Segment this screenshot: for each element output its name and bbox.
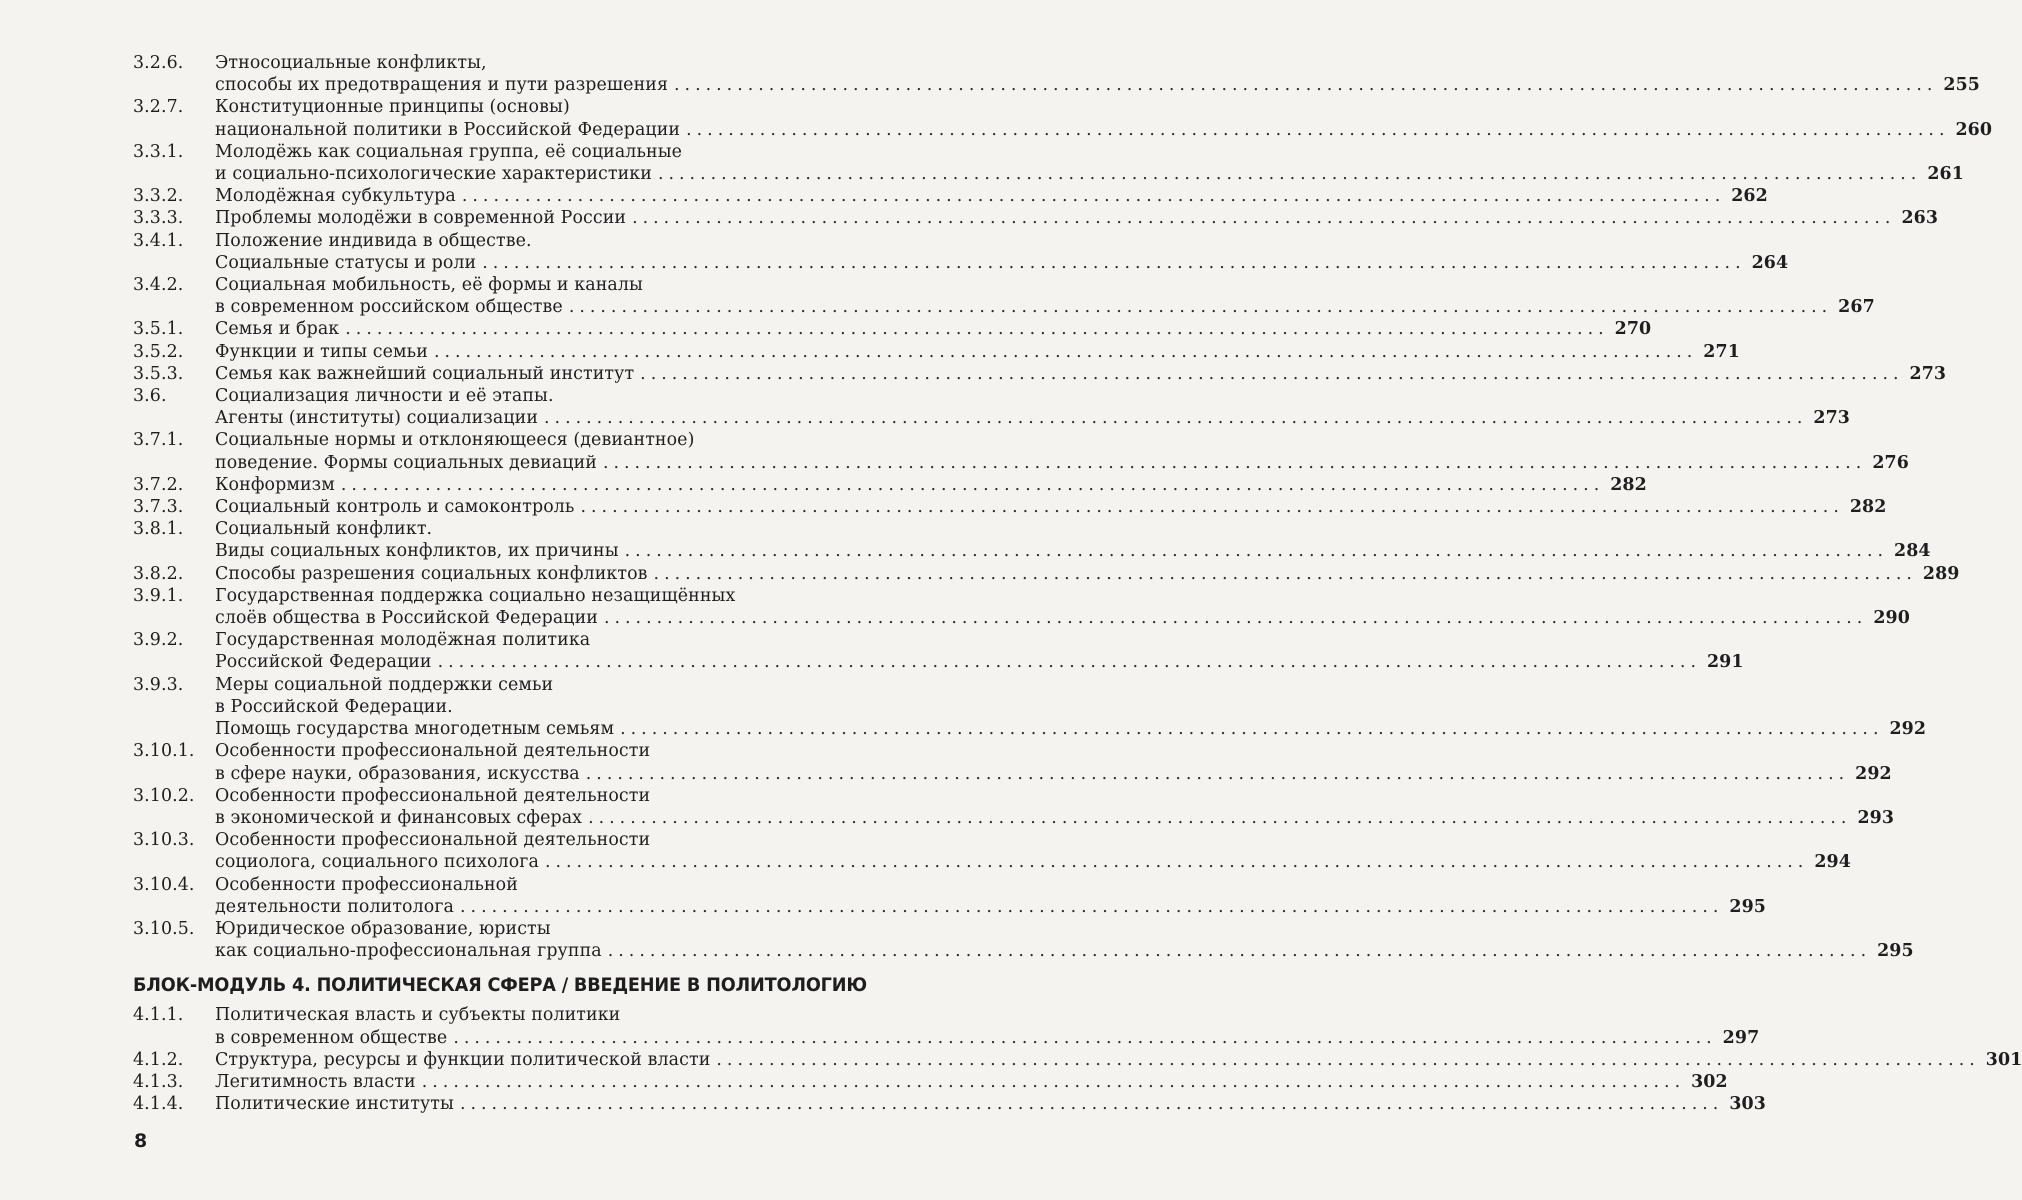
toc-entry: [133, 585, 1910, 629]
toc-entry-body: [215, 96, 1993, 140]
toc-entry-title-last-line: [215, 252, 1789, 274]
toc-entry-body: [215, 1071, 1728, 1093]
toc-entry-page: 261: [1927, 164, 1964, 185]
toc-entry: [133, 1093, 1766, 1115]
toc-entry: [133, 318, 1652, 340]
toc-entry-title-last-line: [215, 540, 1931, 562]
toc-entry-title-last-line: [215, 452, 1909, 474]
toc-entry: [133, 52, 1980, 96]
toc-entry-title-last-line: [215, 651, 1744, 673]
dot-leader: ........................................................................................................................: [603, 608, 1868, 629]
toc-entry-title-last-line: [215, 363, 1947, 385]
toc-entry-title-line: Социальный контроль и самоконтроль: [215, 497, 575, 518]
toc-entry-title-line: Российской Федерации: [215, 652, 432, 673]
dot-leader: ........................................................................................................................: [653, 563, 1917, 584]
toc-entry-title-last-line: [215, 896, 1766, 918]
dot-leader: ........................................................................................................................: [453, 1027, 1717, 1048]
toc-entry-title-last-line: [215, 74, 1980, 96]
toc-entry-number: 3.8.1.: [133, 519, 184, 540]
toc-entry-body: [215, 918, 1914, 962]
toc-entry: [133, 674, 1927, 741]
toc-entry-title-last-line: [215, 207, 1939, 229]
toc-entry: [133, 207, 1939, 229]
toc-entry-body: [215, 185, 1768, 207]
toc-entry: [133, 141, 1964, 185]
toc-entry-title-last-line: [215, 496, 1887, 518]
toc-entry-body: [215, 585, 1910, 629]
toc-entry-number: 3.7.2.: [133, 474, 184, 495]
toc-entry-number: 4.1.2.: [133, 1049, 184, 1070]
dot-leader: ........................................................................................................................: [686, 119, 1950, 140]
toc-entry-page: 264: [1751, 252, 1789, 273]
toc-entry-number: 3.8.2.: [133, 563, 184, 584]
toc-entry-title-line: Социальная мобильность, её формы и каналы: [215, 275, 643, 296]
toc-entry-number: 3.3.1.: [133, 141, 184, 162]
dot-leader: ........................................................................................................................: [340, 474, 1605, 495]
toc-entry-title-line: Социальные статусы и роли: [215, 252, 477, 273]
toc-entry-body: [215, 274, 1875, 318]
toc-entry-page: 284: [1894, 541, 1931, 562]
toc-entry: [133, 1004, 1760, 1048]
toc-entry-body: [215, 496, 1887, 518]
toc-entry-title-last-line: [215, 1071, 1728, 1093]
toc-entry-title-line: Конституционные принципы (основы): [215, 97, 570, 118]
toc-entry-title-line: Особенности профессиональной деятельности: [215, 830, 651, 851]
toc-entry-body: [215, 629, 1744, 673]
toc-entry-body: [215, 518, 1931, 562]
toc-entry-title-line: деятельности политолога: [215, 896, 455, 917]
toc-entry-page: 291: [1706, 652, 1744, 673]
dot-leader: ........................................................................................................................: [657, 164, 1922, 185]
toc-entry: [133, 874, 1766, 918]
toc-entry-body: [215, 363, 1947, 385]
dot-leader: ........................................................................................................................: [345, 319, 1609, 340]
toc-entry: [133, 96, 1993, 140]
toc-entry-title-line: Социальные нормы и отклоняющееся (девиантное): [215, 430, 695, 451]
toc-entry-page: 276: [1872, 452, 1909, 473]
toc-entry-title-line: в экономической и финансовых сферах: [215, 807, 583, 828]
toc-entry-title-last-line: [215, 563, 1960, 585]
toc-entry-title-line: Этносоциальные конфликты,: [215, 53, 487, 73]
toc-entry: [133, 918, 1914, 962]
toc-entry-number: 4.1.1.: [133, 1005, 184, 1026]
toc-entry-page: 260: [1955, 119, 1993, 140]
toc-entry-number: 3.10.1.: [133, 741, 195, 762]
toc-entry: [133, 1071, 1728, 1093]
toc-entry-title-line: Государственная поддержка социально незащищённых: [215, 585, 736, 606]
toc-entry-body: [215, 207, 1939, 229]
toc-entry-body: [215, 1049, 2022, 1071]
toc-entry-title-last-line: [215, 1049, 2022, 1071]
toc-entry-body: [215, 341, 1740, 363]
toc-entry-page: 267: [1838, 297, 1875, 318]
dot-leader: ........................................................................................................................: [620, 719, 1884, 740]
toc-entry-title-last-line: [215, 341, 1740, 363]
dot-leader: ........................................................................................................................: [544, 852, 1809, 873]
toc-entry-title-line: Структура, ресурсы и функции политической власти: [215, 1049, 711, 1070]
toc-entry-body: [215, 141, 1964, 185]
toc-entry-body: [215, 1004, 1760, 1048]
toc-entry-number: 3.5.1.: [133, 319, 184, 340]
toc-entry-title-last-line: [215, 940, 1914, 962]
toc-entry-page: 273: [1909, 363, 1947, 384]
toc-entry-title-line: Легитимность власти: [215, 1071, 416, 1092]
toc-entry-title-line: Меры социальной поддержки семьи: [215, 674, 554, 695]
dot-leader: ........................................................................................................................: [640, 363, 1904, 384]
toc-entry-title-line: Функции и типы семьи: [215, 341, 428, 362]
dot-leader: ........................................................................................................................: [580, 497, 1844, 518]
toc-entry-title-last-line: [215, 163, 1964, 185]
toc-entry-page: 295: [1877, 941, 1914, 962]
toc-entry-page: 273: [1813, 408, 1850, 429]
dot-leader: ........................................................................................................................: [459, 1094, 1724, 1115]
toc-entry: [133, 518, 1931, 562]
toc-entry: [133, 1049, 2022, 1071]
toc-entry-page: 297: [1722, 1027, 1760, 1048]
dot-leader: ........................................................................................................................: [568, 297, 1833, 318]
toc-entry: [133, 429, 1909, 473]
toc-entry-title-line: Семья как важнейший социальный институт: [215, 363, 635, 384]
toc-entry-title-line: Семья и брак: [215, 319, 340, 340]
toc-entry-page: 262: [1731, 186, 1768, 207]
toc-entry-title-line: Проблемы молодёжи в современной России: [215, 208, 627, 229]
dot-leader: ........................................................................................................................: [461, 186, 1726, 207]
toc-entry-title-line: Агенты (институты) социализации: [215, 408, 539, 429]
toc-entry-title-line: Конформизм: [215, 474, 335, 495]
toc-entry-title-line: Молодёжная субкультура: [215, 186, 456, 207]
toc-entry-title-line: Социальный конфликт.: [215, 519, 433, 540]
toc-entry-title-line: национальной политики в Российской Федерации: [215, 119, 681, 140]
dot-leader: ........................................................................................................................: [588, 807, 1852, 828]
toc-entry-number: 4.1.3.: [133, 1071, 184, 1092]
dot-leader: ........................................................................................................................: [482, 252, 1746, 273]
toc-entry-title-line: слоёв общества в Российской Федерации: [215, 608, 598, 629]
toc-entry-title-line: как социально-профессиональная группа: [215, 941, 602, 962]
toc-entry-title-line: в современном российском обществе: [215, 297, 563, 318]
toc-entry: [133, 629, 1744, 673]
toc-entry-number: 3.10.3.: [133, 830, 195, 851]
toc-entry-number: 3.9.3.: [133, 674, 184, 695]
toc-entry-number: 3.5.3.: [133, 363, 184, 384]
toc-entry-title-line: Особенности профессиональной деятельности: [215, 741, 651, 762]
toc-entry-body: [215, 1093, 1766, 1115]
table-of-contents: [133, 52, 2022, 1115]
dot-leader: ........................................................................................................................: [674, 75, 1938, 96]
toc-entry: [133, 496, 1887, 518]
toc-entry: [133, 341, 1740, 363]
toc-entry-number: 3.5.2.: [133, 341, 184, 362]
toc-entry: [133, 474, 1647, 496]
toc-entry: [133, 230, 1789, 274]
toc-entry-title-last-line: [215, 607, 1910, 629]
toc-entry-title-line: в современном обществе: [215, 1027, 448, 1048]
toc-entry-page: 289: [1922, 563, 1960, 584]
toc-entry-title-line: Виды социальных конфликтов, их причины: [215, 541, 619, 562]
toc-entry-page: 282: [1849, 497, 1887, 518]
dot-leader: ........................................................................................................................: [421, 1071, 1686, 1092]
toc-entry-number: 3.7.1.: [133, 430, 184, 451]
toc-entry-title-line: Юридическое образование, юристы: [215, 918, 551, 939]
toc-entry-body: [215, 874, 1766, 918]
toc-entry-title-line: социолога, социального психолога: [215, 852, 539, 873]
toc-entry-number: 3.10.2.: [133, 785, 195, 806]
toc-entry-title-last-line: [215, 119, 1993, 141]
toc-entry-title-last-line: [215, 296, 1875, 318]
toc-entry-page: 303: [1729, 1094, 1766, 1115]
toc-entry-title-last-line: [215, 185, 1768, 207]
toc-entry-body: [215, 318, 1652, 340]
dot-leader: ........................................................................................................................: [607, 941, 1872, 962]
toc-entry: [133, 785, 1895, 829]
toc-entry-number: 4.1.4.: [133, 1094, 184, 1115]
toc-entry: [133, 185, 1768, 207]
dot-leader: ........................................................................................................................: [624, 541, 1888, 562]
toc-entry-page: 301: [1985, 1049, 2022, 1070]
dot-leader: ........................................................................................................................: [632, 208, 1896, 229]
toc-entry-body: [215, 474, 1647, 496]
toc-entry-title-line: поведение. Формы социальных девиаций: [215, 452, 597, 473]
toc-entry-number: 3.4.1.: [133, 230, 184, 251]
toc-entry-page: 282: [1610, 474, 1647, 495]
toc-entry-number: 3.3.2.: [133, 186, 184, 207]
toc-entry: [133, 363, 1947, 385]
dot-leader: ........................................................................................................................: [602, 452, 1867, 473]
dot-leader: ........................................................................................................................: [437, 652, 1701, 673]
dot-leader: ........................................................................................................................: [433, 341, 1698, 362]
toc-entry: [133, 563, 1960, 585]
module-heading: БЛОК-МОДУЛЬ 4. ПОЛИТИЧЕСКАЯ СФЕРА / ВВЕДЕНИЕ В ПОЛИТОЛОГИЮ: [133, 974, 867, 997]
page-number: 8: [134, 1130, 148, 1152]
toc-entry-title-line: Социализация личности и её этапы.: [215, 386, 554, 407]
toc-entry-title-last-line: [215, 1027, 1760, 1049]
toc-entry-body: [215, 429, 1909, 473]
toc-entry-page: 294: [1814, 852, 1851, 873]
toc-entry-number: 3.7.3.: [133, 497, 184, 518]
toc-entry-title-line: Молодёжь как социальная группа, её социальные: [215, 141, 683, 162]
toc-entry-title-line: способы их предотвращения и пути разрешения: [215, 75, 669, 96]
toc-entry-title-line: Положение индивида в обществе.: [215, 230, 532, 251]
toc-entry-title-line: Политическая власть и субъекты политики: [215, 1005, 621, 1026]
toc-entry-title-line: Особенности профессиональной: [215, 874, 518, 895]
toc-entry-page: 271: [1703, 341, 1740, 362]
toc-entry-body: [215, 740, 1892, 784]
toc-entry-number: 3.4.2.: [133, 275, 184, 296]
toc-entry-page: 290: [1873, 608, 1910, 629]
toc-entry-number: 3.9.2.: [133, 630, 184, 651]
toc-entry-title-line: в сфере науки, образования, искусства: [215, 763, 580, 784]
toc-entries-module-3: [133, 52, 1993, 962]
toc-entry-title-last-line: [215, 318, 1652, 340]
toc-entry-title-line: Государственная молодёжная политика: [215, 630, 591, 651]
toc-entry-page: 292: [1889, 719, 1927, 740]
toc-entry-body: [215, 230, 1789, 274]
toc-entry-title-last-line: [215, 1093, 1766, 1115]
toc-entry: [133, 740, 1892, 784]
toc-entry-body: [215, 563, 1960, 585]
toc-entry-title-last-line: [215, 851, 1851, 873]
toc-entry-number: 3.10.5.: [133, 918, 195, 939]
toc-entry-title-line: Способы разрешения социальных конфликтов: [215, 563, 648, 584]
toc-entry-title-line: и социально-психологические характеристики: [215, 164, 652, 185]
dot-leader: ........................................................................................................................: [544, 408, 1808, 429]
toc-entry-body: [215, 385, 1850, 429]
toc-entry-page: 302: [1691, 1071, 1728, 1092]
toc-entry-title-line: Помощь государства многодетным семьям: [215, 719, 615, 740]
toc-entry-title-last-line: [215, 474, 1647, 496]
dot-leader: ........................................................................................................................: [585, 763, 1850, 784]
dot-leader: ........................................................................................................................: [460, 896, 1724, 917]
toc-entry-title-last-line: [215, 807, 1895, 829]
toc-entry-page: 263: [1901, 208, 1939, 229]
toc-entry-title-last-line: [215, 763, 1892, 785]
toc-entry: [133, 274, 1875, 318]
toc-entry-page: 293: [1857, 807, 1895, 828]
toc-entry-page: 292: [1855, 763, 1892, 784]
toc-entry-title-line: Политические институты: [215, 1094, 454, 1115]
toc-entry-title-line: Особенности профессиональной деятельности: [215, 785, 651, 806]
toc-entry-body: [215, 674, 1927, 741]
toc-entry-page: 255: [1943, 75, 1980, 96]
toc-entry-number: 3.3.3.: [133, 208, 184, 229]
toc-entry-body: [215, 52, 1980, 96]
toc-entry-title-line: в Российской Федерации.: [215, 696, 453, 717]
toc-entry-page: 295: [1729, 896, 1766, 917]
toc-entry-page: 270: [1614, 319, 1652, 340]
toc-entry-number: 3.9.1.: [133, 585, 184, 606]
toc-entry-body: [215, 785, 1895, 829]
toc-entry-number: 3.2.7.: [133, 97, 184, 118]
toc-entry-body: [215, 829, 1851, 873]
dot-leader: ........................................................................................................................: [716, 1049, 1980, 1070]
toc-entry: [133, 829, 1851, 873]
toc-entries-module-4: [133, 1004, 2022, 1115]
toc-entry-number: 3.10.4.: [133, 874, 195, 895]
toc-entry-title-last-line: [215, 407, 1850, 429]
toc-entry: [133, 385, 1850, 429]
toc-entry-title-last-line: [215, 718, 1927, 740]
toc-entry-number: 3.2.6.: [133, 53, 184, 73]
toc-entry-number: 3.6.: [133, 386, 167, 407]
